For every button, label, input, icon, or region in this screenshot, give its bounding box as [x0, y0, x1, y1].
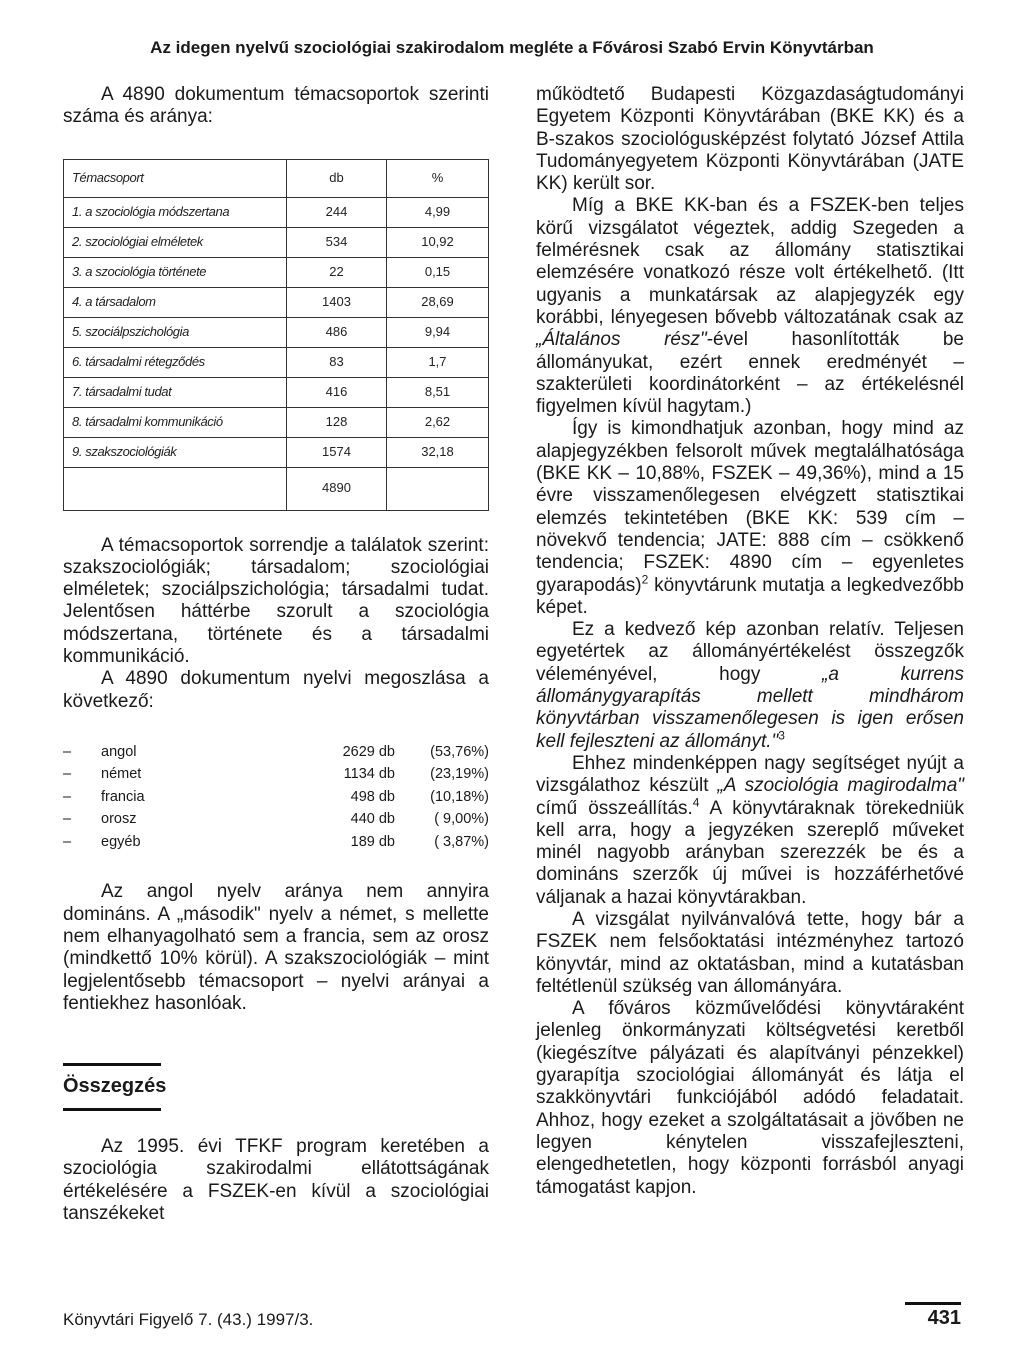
language-percent: (53,76%)	[430, 743, 489, 760]
language-percent: ( 3,87%)	[434, 833, 489, 850]
table-cell-percent: 2,62	[387, 407, 489, 437]
table-total-empty-percent	[387, 467, 489, 510]
table-row	[64, 437, 489, 467]
table-cell-topic: 1. a szociológia módszertana	[64, 197, 287, 227]
summary-text	[63, 1136, 489, 1225]
left-column	[63, 84, 489, 1015]
text-run: Míg a BKE KK-ban és a FSZEK-ben teljes körű vizsgálatot végeztek, addig Szegeden a felmérésnek csak az állomány statisztikai elemzésére vonatkozó része volt értékelhető. (Itt ugyanis a munkatársak az alapjegyzék egy korábbi, lényegesen bővebb változatának csak az	[536, 195, 964, 328]
list-dash: –	[63, 788, 72, 805]
list-dash: –	[63, 833, 72, 850]
list-dash: –	[63, 811, 72, 828]
table-total-empty	[64, 467, 287, 510]
paragraph-funding: A főváros közművelődési könyvtáraként jelenleg önkormányzati költségvetési keretből (kiegészítve pályázati és alapítványi pénzekkel) gyarapítja szociológiai állományát és látja el szakkönyvtári funkciójából adódó feladatait. Ahhoz, hogy ezeket a szolgáltatásait a jövőben ne legyen kénytelen visszafejleszteni, elengedhetetlen, hogy központi forrásból anyagi támogatást kapjon.	[536, 998, 964, 1198]
section-rule-top	[63, 1063, 161, 1066]
emphasis-text: „A szociológia magirodalma"	[717, 775, 965, 797]
table-cell-topic: 3. a szociológia története	[64, 257, 287, 287]
paragraph-relative	[536, 619, 964, 753]
table-cell-topic: 2. szociológiai elméletek	[64, 227, 287, 257]
table-cell-percent: 28,69	[387, 287, 489, 317]
table-row	[64, 257, 489, 287]
list-dash: –	[63, 743, 72, 760]
table-row	[64, 377, 489, 407]
text-run: -ével hasonlították be állományukat, ezért ennek eredményét – szakterületi koordinátorként – az értékelésnél figyelmen kívül hagytam.)	[536, 329, 964, 418]
table-cell-topic: 7. társadalmi tudat	[64, 377, 287, 407]
list-dash: –	[63, 766, 72, 783]
paragraph-topic-order: A témacsoportok sorrendje a találatok szerint: szakszociológiák; társadalom; szociológiai elméletek; szociálpszichológia; társadalmi tudat. Jelentősen háttérbe szorult a szociológia módszertana, története és a társadalmi kommunikáció.	[63, 534, 489, 668]
paragraph-survey	[536, 195, 964, 418]
language-name: egyéb	[101, 833, 141, 850]
list-item	[63, 763, 489, 786]
running-head: Az idegen nyelvű szociológiai szakirodalom megléte a Fővárosi Szabó Ervin Könyvtárban	[150, 38, 874, 57]
table-cell-percent: 0,15	[387, 257, 489, 287]
table-cell-percent: 32,18	[387, 437, 489, 467]
footnote-ref: 2	[641, 572, 649, 587]
table-cell-topic: 4. a társadalom	[64, 287, 287, 317]
table-total-row	[64, 467, 489, 510]
table-row	[64, 407, 489, 437]
text-run: Így is kimondhatjuk azonban, hogy mind az alapjegyzékben felsorolt művek megtalálhatósága (BKE KK – 10,88%, FSZEK – 49,36%), mind a 15 évre visszamenőlegesen elvégzett statisztikai elemzés tekintetében (BKE KK: 539 cím – növekvő tendencia; JATE: 888 cím – csökkenő tendencia; FSZEK: 4890 cím – egyenletes gyarapodás)	[536, 418, 964, 596]
paragraph-continuation: működtető Budapesti Közgazdaságtudományi Egyetem Központi Könyvtárában (BKE KK) és a B-szakos szociológusképzést folytató József Attila Tudományegyetem Központi Könyvtárában (JATE KK) került sor.	[536, 84, 964, 195]
table-cell-percent: 8,51	[387, 377, 489, 407]
table-cell-count: 128	[287, 407, 387, 437]
table-cell-count: 534	[287, 227, 387, 257]
language-count: 440 db	[350, 811, 395, 828]
section-rule-bottom	[63, 1108, 161, 1111]
table-cell-topic: 5. szociálpszichológia	[64, 317, 287, 347]
footnote-ref: 4	[692, 795, 700, 810]
table-cell-count: 244	[287, 197, 387, 227]
table-cell-percent: 10,92	[387, 227, 489, 257]
page-number: 431	[927, 1307, 961, 1329]
language-percent: (23,19%)	[430, 766, 489, 783]
table-cell-count: 83	[287, 347, 387, 377]
table-header-percent: %	[387, 159, 489, 197]
language-list	[63, 741, 489, 854]
paragraph-language-summary: Az angol nyelv aránya nem annyira domináns. A „második" nyelv a német, s mellette nem elhanyagolható sem a francia, sem az orosz (mindkettő 10% körül). A szakszociológiák – mint legjelentősebb témacsoport – nyelvi arányai a fentiekhez hasonlóak.	[63, 881, 489, 1014]
language-name: angol	[101, 743, 137, 760]
paragraph-results	[536, 418, 964, 619]
list-item	[63, 831, 489, 854]
paragraph-help	[536, 753, 964, 909]
text-run: Ez a kedvező kép azonban relatív. Teljesen egyetértek az állományértékelést összegzők véleményével, hogy	[536, 619, 964, 685]
paragraph-language-intro: A 4890 dokumentum nyelvi megoszlása a következő:	[63, 668, 489, 712]
language-name: francia	[101, 788, 145, 805]
table-cell-topic: 9. szakszociológiák	[64, 437, 287, 467]
table-cell-topic: 8. társadalmi kommunikáció	[64, 407, 287, 437]
table-cell-topic: 6. társadalmi rétegződés	[64, 347, 287, 377]
table-row	[64, 347, 489, 377]
language-name: orosz	[101, 811, 137, 828]
language-count: 189 db	[350, 833, 395, 850]
table-row	[64, 317, 489, 347]
language-count: 2629 db	[342, 743, 395, 760]
paragraph-summary-start: Az 1995. évi TFKF program keretében a szociológia szakirodalmi ellátottságának értékelésére a FSZEK-en kívül a szociológiai tanszékeket	[63, 1136, 489, 1224]
journal-citation: Könyvtári Figyelő 7. (43.) 1997/3.	[63, 1310, 314, 1329]
table-row	[64, 287, 489, 317]
language-count: 498 db	[350, 788, 395, 805]
table-cell-percent: 4,99	[387, 197, 489, 227]
text-run: Ehhez mindenképpen nagy segítséget nyújt a vizsgálathoz készült	[536, 752, 964, 797]
table-header-count: db	[287, 159, 387, 197]
emphasis-text: „Általános rész"	[536, 329, 707, 351]
table-cell-percent: 9,94	[387, 317, 489, 347]
table-header-topic: Témacsoport	[64, 159, 287, 197]
page-number-rule	[905, 1302, 961, 1305]
list-item	[63, 808, 489, 831]
text-run: című összeállítás.	[536, 797, 693, 819]
list-item	[63, 786, 489, 809]
table-cell-count: 1574	[287, 437, 387, 467]
table-cell-count: 486	[287, 317, 387, 347]
table-cell-count: 416	[287, 377, 387, 407]
table-header-row	[64, 159, 489, 197]
language-count: 1134 db	[343, 766, 395, 783]
table-cell-percent: 1,7	[387, 347, 489, 377]
table-row	[64, 227, 489, 257]
list-item	[63, 741, 489, 764]
table-cell-count: 1403	[287, 287, 387, 317]
paragraph-obvious: A vizsgálat nyilvánvalóvá tette, hogy bár a FSZEK nem felsőoktatási intézményhez tartozó könyvtár, mind az oktatásban, mind a kutatásban feltétlenül szükség van állományára.	[536, 908, 964, 997]
language-percent: ( 9,00%)	[434, 811, 489, 828]
right-column	[536, 84, 964, 1199]
text-run: A könyvtáraknak törekedniük kell arra, hogy a jegyzéken szereplő műveket minél nagyobb arányban szerezzék be és a domináns szerzők új művei is hozzáférhetővé váljanak a hazai könyvtárakban.	[536, 797, 964, 908]
footnote-ref: 3	[778, 728, 785, 743]
language-percent: (10,18%)	[430, 788, 489, 805]
emphasis-text: „a kurrens állománygyarapítás mellett mindhárom könyvtárban visszamenőlegesen is igen erősen kell fejleszteni az állományt."	[536, 663, 964, 752]
language-name: német	[101, 766, 142, 783]
table-cell-count: 22	[287, 257, 387, 287]
section-title: Összegzés	[63, 1075, 167, 1097]
table-total-count: 4890	[287, 467, 387, 510]
table-row	[64, 197, 489, 227]
topic-table	[63, 159, 489, 511]
table-intro: A 4890 dokumentum témacsoportok szerinti száma és aránya:	[63, 84, 489, 128]
text-run: könyvtárunk mutatja a legkedvezőbb képet.	[536, 574, 964, 618]
